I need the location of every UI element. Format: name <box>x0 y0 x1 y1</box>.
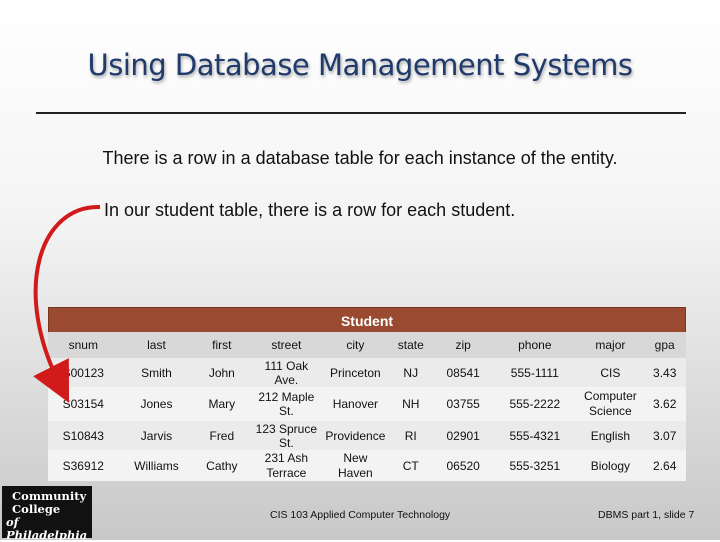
table-cell: S03154 <box>62 397 104 411</box>
table-cell: Mary <box>208 397 236 411</box>
table-cell: Cathy <box>206 458 238 473</box>
table-cell: Fred <box>209 428 235 443</box>
table-cell: Smith <box>141 365 172 380</box>
table-caption: Student <box>48 307 686 333</box>
table-cell: S00123 <box>62 365 104 380</box>
column-header: last <box>147 338 166 352</box>
table-cell: NJ <box>403 365 419 380</box>
logo-line2: College <box>12 502 61 516</box>
table-cell: Jarvis <box>140 428 173 443</box>
column-header: snum <box>68 338 98 352</box>
table-cell: NH <box>402 397 420 411</box>
table-cell: 555-1111 <box>510 365 559 380</box>
table-row <box>48 421 686 450</box>
table-cell: 555-3251 <box>509 458 561 473</box>
table-cell: 555-2222 <box>509 397 561 411</box>
table-row <box>48 387 686 421</box>
table-cell: 03755 <box>446 397 480 411</box>
table-cell: Williams <box>134 458 179 473</box>
table-cell: 111 Oak Ave. <box>264 358 309 387</box>
table-cell: CIS <box>600 365 621 380</box>
column-header: state <box>397 338 424 352</box>
column-header: street <box>271 338 302 352</box>
table-cell: S10843 <box>62 428 104 443</box>
table-cell: 212 Maple St. <box>258 390 315 418</box>
table-cell: 3.62 <box>653 397 677 411</box>
table-cell: CT <box>402 458 419 473</box>
table-cell: Hanover <box>332 397 379 411</box>
table-cell: Computer Science <box>584 389 637 418</box>
table-cell: John <box>208 365 235 380</box>
table-row <box>48 450 686 481</box>
table-header-row <box>48 332 686 358</box>
table-cell: 231 Ash Terrace <box>264 450 309 480</box>
table-cell: Jones <box>140 397 173 411</box>
table-cell: 3.43 <box>653 365 677 380</box>
table-cell: 02901 <box>446 428 480 443</box>
table-cell: Princeton <box>330 365 381 380</box>
table-cell: 2.64 <box>653 458 677 473</box>
table-cell: 08541 <box>446 365 480 380</box>
slide-text-line1: There is a row in a database table for each instance of the entity. <box>102 148 618 168</box>
table-cell: 3.07 <box>653 428 677 443</box>
footer-course: CIS 103 Applied Computer Technology <box>270 509 451 521</box>
slide-title: Using Database Management Systems <box>87 48 633 82</box>
slide-text-line2: In our student table, there is a row for each student. <box>104 200 516 220</box>
logo-line3: of Philadelphia <box>6 515 88 542</box>
title-divider <box>36 112 686 114</box>
column-header: zip <box>455 338 471 352</box>
column-header: gpa <box>654 338 675 352</box>
table-cell: RI <box>404 428 417 443</box>
logo-line1: Community <box>12 489 87 503</box>
table-cell: 555-4321 <box>509 428 561 443</box>
column-header: major <box>595 338 626 352</box>
column-header: city <box>346 338 365 352</box>
college-logo <box>2 486 92 542</box>
column-header: phone <box>518 338 552 352</box>
table-cell: New Haven <box>338 450 373 480</box>
student-table <box>48 332 686 481</box>
table-cell: Providence <box>325 428 386 443</box>
table-cell: 06520 <box>446 458 480 473</box>
table-row <box>48 358 686 387</box>
footer-slide-number: DBMS part 1, slide 7 <box>598 509 695 521</box>
table-cell: English <box>590 428 631 443</box>
table-cell: Biology <box>590 458 631 473</box>
column-header: first <box>212 338 232 352</box>
table-cell: S36912 <box>62 458 104 473</box>
table-cell: 123 Spruce St. <box>255 421 318 450</box>
